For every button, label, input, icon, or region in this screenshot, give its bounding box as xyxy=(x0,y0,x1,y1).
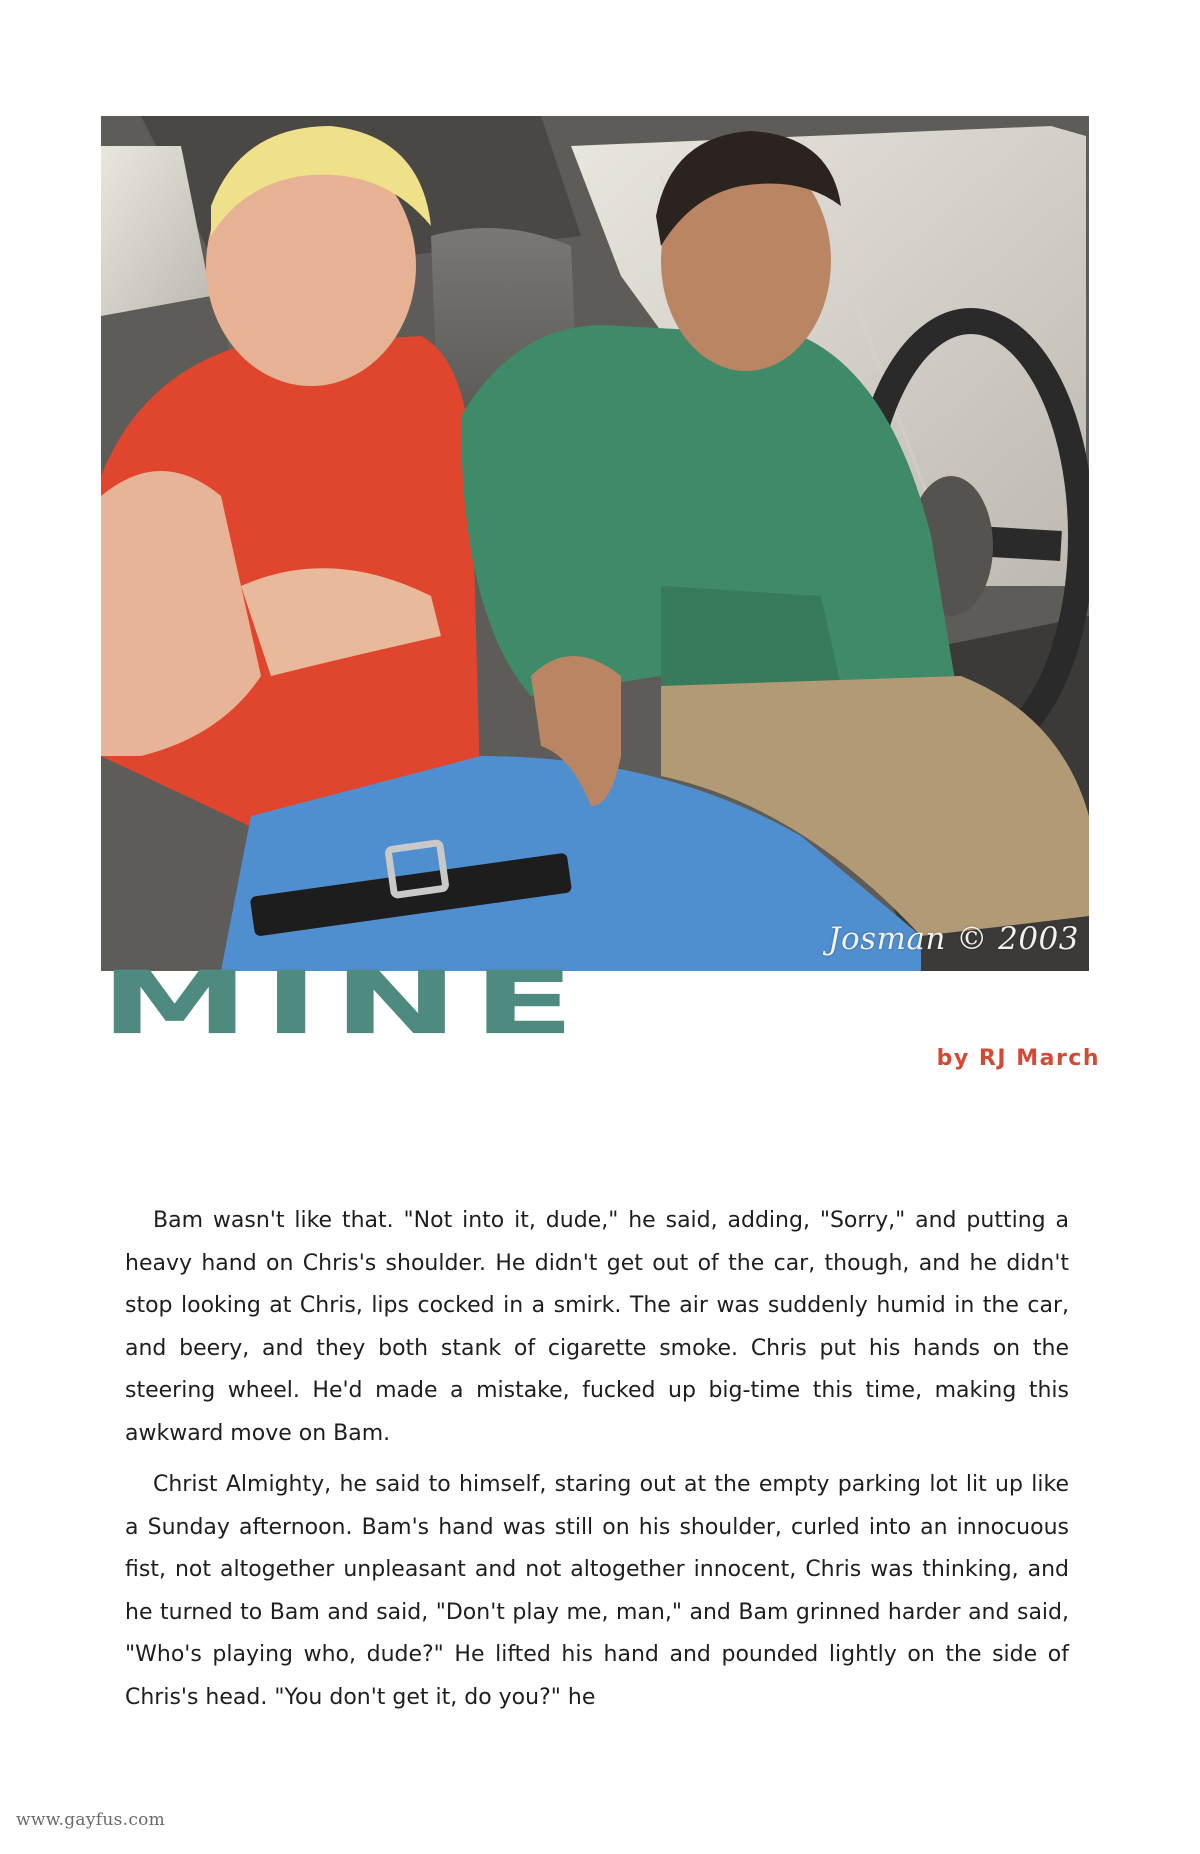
cover-illustration xyxy=(101,116,1089,971)
story-body xyxy=(125,1200,1069,1728)
author-byline: by RJ March xyxy=(936,1046,1100,1071)
story-paragraph: Bam wasn't like that. "Not into it, dude," he said, adding, "Sorry," and putting a heavy hand on Chris's shoulder. He didn't get out of the car, though, and he didn't stop looking at Chris, lips cocked in a smirk. The air was suddenly humid in the car, and beery, and they both stank of cigarette smoke. Chris put his hands on the steering wheel. He'd made a mistake, fucked up big-time this time, making this awkward move on Bam. xyxy=(125,1208,1069,1446)
site-watermark: www.gayfus.com xyxy=(16,1810,166,1830)
story-paragraph: Christ Almighty, he said to himself, staring out at the empty parking lot lit up like a Sunday afternoon. Bam's hand was still on his shoulder, curled into an innocuous fist, not altogether unpleasant and not altogether innocent, Chris was thinking, and he turned to Bam and said, "Don't play me, man," and Bam grinned harder and said, "Who's playing who, dude?" He lifted his hand and pounded lightly on the side of Chris's head. "You don't get it, do you?" he xyxy=(125,1472,1069,1710)
story-title: MINE xyxy=(100,953,590,1054)
car-interior-artwork xyxy=(101,116,1089,971)
hoodie-pocket xyxy=(661,586,841,686)
artist-signature: Josman © 2003 xyxy=(828,921,1079,957)
